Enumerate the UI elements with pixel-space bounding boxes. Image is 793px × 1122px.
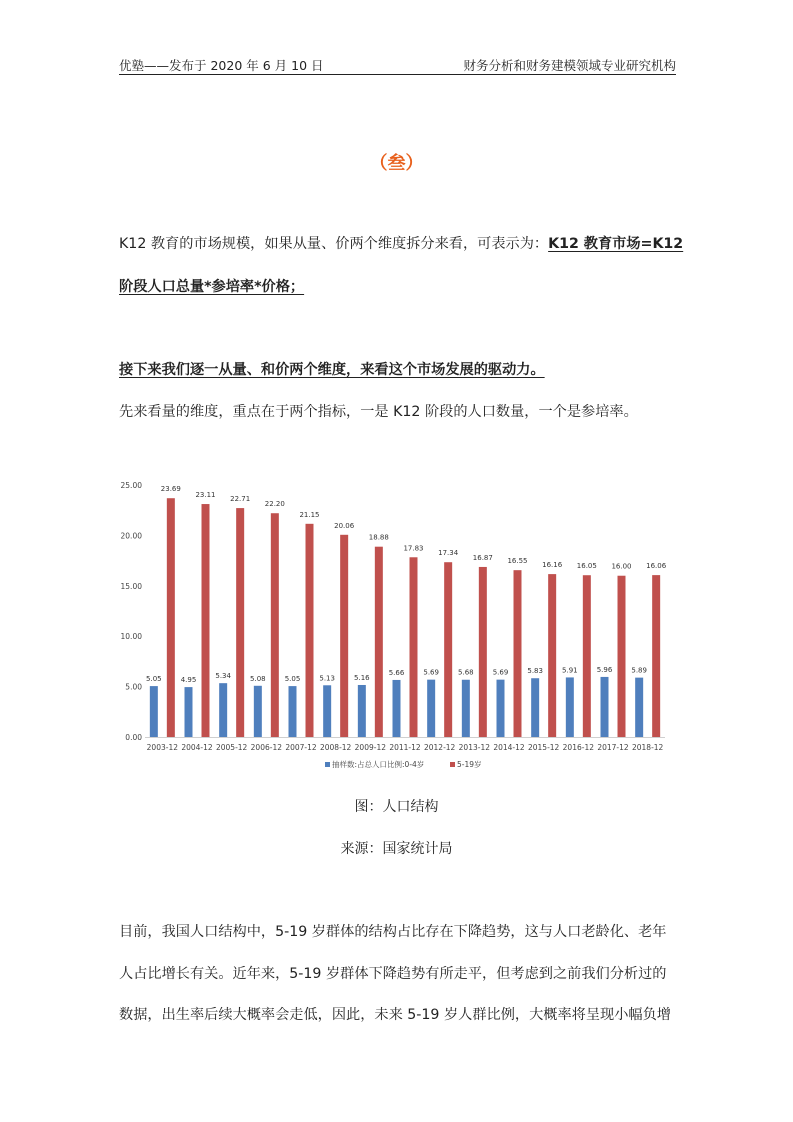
bar-0-4 xyxy=(531,678,539,737)
bar-0-4 xyxy=(393,680,401,737)
bar-5-19 xyxy=(271,513,279,737)
bar-5-19 xyxy=(548,574,556,737)
x-tick-label: 2018-12 xyxy=(631,743,664,752)
paragraph-4-line-2: 人占比增长有关。近年来，5-19 岁群体下降趋势有所走平，但考虑到之前我们分析过的 xyxy=(119,966,667,982)
y-tick-label: 15.00 xyxy=(120,581,142,591)
x-tick-label: 2015-12 xyxy=(527,743,560,752)
paragraph-1-line-2 xyxy=(119,276,304,296)
header-divider xyxy=(119,74,676,75)
legend-label: 5-19岁 xyxy=(457,760,482,769)
y-tick-label: 5.00 xyxy=(125,682,142,692)
bar-5-19-data-label: 16.55 xyxy=(507,557,528,566)
bar-0-4 xyxy=(497,680,505,737)
bar-0-4-data-label: 5.16 xyxy=(354,673,370,682)
bar-5-19-data-label: 16.00 xyxy=(611,562,632,571)
bar-5-19 xyxy=(410,557,418,737)
bar-0-4-data-label: 5.69 xyxy=(423,668,439,677)
bar-5-19-data-label: 16.05 xyxy=(576,562,597,571)
y-tick-label: 0.00 xyxy=(125,733,142,742)
bar-0-4 xyxy=(601,677,609,737)
bar-5-19-data-label: 16.06 xyxy=(646,562,667,571)
paragraph-4-line-3: 数据，出生率后续大概率会走低，因此，未来 5-19 岁人群比例，大概率将呈现小幅负增 xyxy=(119,1007,671,1023)
formula-bold-part-2: 阶段人口总量*参培率*价格； xyxy=(119,279,305,295)
x-tick-label: 2005-12 xyxy=(215,743,248,752)
bar-0-4-data-label: 5.34 xyxy=(215,672,231,681)
bar-0-4 xyxy=(635,678,643,737)
x-tick-label: 2006-12 xyxy=(250,743,283,752)
bar-0-4 xyxy=(185,687,193,737)
bar-5-19-data-label: 18.88 xyxy=(368,533,389,542)
bar-0-4-data-label: 5.68 xyxy=(458,668,474,677)
bar-0-4 xyxy=(323,685,331,737)
figure-source: 来源：国家统计局 xyxy=(340,841,453,857)
bar-5-19 xyxy=(167,498,175,737)
x-tick-label: 2003-12 xyxy=(146,743,179,752)
paragraph-2 xyxy=(119,359,545,379)
x-tick-label: 2013-12 xyxy=(458,743,491,752)
bar-0-4 xyxy=(150,686,158,737)
bar-0-4 xyxy=(566,677,574,737)
bar-0-4-data-label: 5.05 xyxy=(284,675,301,684)
paragraph-3: 先来看量的维度，重点在于两个指标，一是 K12 阶段的人口数量，一个是参培率。 xyxy=(119,404,638,420)
bar-5-19-data-label: 23.69 xyxy=(160,485,181,494)
paragraph-1-text: K12 教育的市场规模，如果从量、价两个维度拆分来看，可表示为： xyxy=(119,236,549,252)
bar-0-4 xyxy=(427,680,435,737)
bar-5-19 xyxy=(514,570,522,737)
legend-label: 抽样数:占总人口比例:0-4岁 xyxy=(332,760,425,769)
header-right-text: 财务分析和财务建模领域专业研究机构 xyxy=(463,58,676,73)
bar-5-19-data-label: 20.06 xyxy=(334,521,355,530)
bar-5-19 xyxy=(444,562,452,737)
population-bar-chart xyxy=(110,470,670,780)
y-tick-label: 25.00 xyxy=(120,481,142,490)
bar-0-4-data-label: 5.69 xyxy=(492,668,509,677)
x-tick-label: 2009-12 xyxy=(354,743,387,752)
bar-0-4-data-label: 5.96 xyxy=(596,665,613,674)
bar-5-19 xyxy=(583,575,591,737)
bar-5-19 xyxy=(652,575,660,737)
bar-5-19 xyxy=(618,576,626,737)
bar-0-4-data-label: 5.08 xyxy=(250,674,266,683)
bar-5-19 xyxy=(340,535,348,737)
bar-5-19 xyxy=(236,508,244,737)
bar-5-19-data-label: 22.20 xyxy=(264,500,285,509)
y-tick-label: 20.00 xyxy=(120,531,142,541)
bar-0-4-data-label: 5.13 xyxy=(319,674,335,683)
paragraph-1-line-1 xyxy=(119,233,683,253)
header-left-text: 优塾——发布于 2020 年 6 月 10 日 xyxy=(119,58,324,73)
bar-5-19 xyxy=(202,504,210,737)
bar-5-19-data-label: 16.16 xyxy=(542,561,563,570)
bar-0-4 xyxy=(462,680,470,737)
x-tick-label: 2012-12 xyxy=(423,743,456,752)
paragraph-4-line-1: 目前，我国人口结构中，5-19 岁群体的结构占比存在下降趋势，这与人口老龄化、老年 xyxy=(119,924,667,940)
legend-swatch xyxy=(450,762,455,767)
bar-0-4-data-label: 4.95 xyxy=(180,676,197,685)
bar-0-4-data-label: 5.89 xyxy=(631,666,647,675)
x-tick-label: 2014-12 xyxy=(493,743,525,752)
section-title: （叁） xyxy=(369,153,424,174)
bar-5-19 xyxy=(479,567,487,737)
bar-0-4-data-label: 5.05 xyxy=(146,675,162,684)
x-tick-label: 2017-12 xyxy=(597,743,629,752)
x-tick-label: 2007-12 xyxy=(285,743,317,752)
bar-0-4-data-label: 5.66 xyxy=(388,668,405,677)
bar-0-4-data-label: 5.91 xyxy=(562,666,578,675)
y-tick-label: 10.00 xyxy=(120,632,142,642)
bar-5-19-data-label: 23.11 xyxy=(195,491,216,500)
bar-0-4-data-label: 5.83 xyxy=(527,667,543,676)
page-header xyxy=(119,56,676,74)
paragraph-2-bold: 接下来我们逐一从量、和价两个维度，来看这个市场发展的驱动力。 xyxy=(119,362,545,378)
bar-0-4 xyxy=(254,686,262,737)
x-tick-label: 2011-12 xyxy=(389,743,421,752)
bar-5-19-data-label: 21.15 xyxy=(299,510,320,519)
bar-5-19-data-label: 17.83 xyxy=(403,544,424,553)
bar-0-4 xyxy=(289,686,297,737)
legend-swatch xyxy=(325,762,330,767)
bar-0-4 xyxy=(219,683,227,737)
bar-5-19-data-label: 17.34 xyxy=(438,549,459,558)
x-tick-label: 2008-12 xyxy=(319,743,352,752)
formula-bold-part-1: K12 教育市场=K12 xyxy=(548,236,684,252)
bar-0-4 xyxy=(358,685,366,737)
bar-5-19-data-label: 22.71 xyxy=(230,495,251,504)
x-tick-label: 2016-12 xyxy=(562,743,595,752)
bar-5-19 xyxy=(375,547,383,737)
figure-caption: 图：人口结构 xyxy=(354,799,439,815)
bar-5-19-data-label: 16.87 xyxy=(472,553,493,562)
x-tick-label: 2004-12 xyxy=(181,743,213,752)
bar-5-19 xyxy=(306,524,314,737)
